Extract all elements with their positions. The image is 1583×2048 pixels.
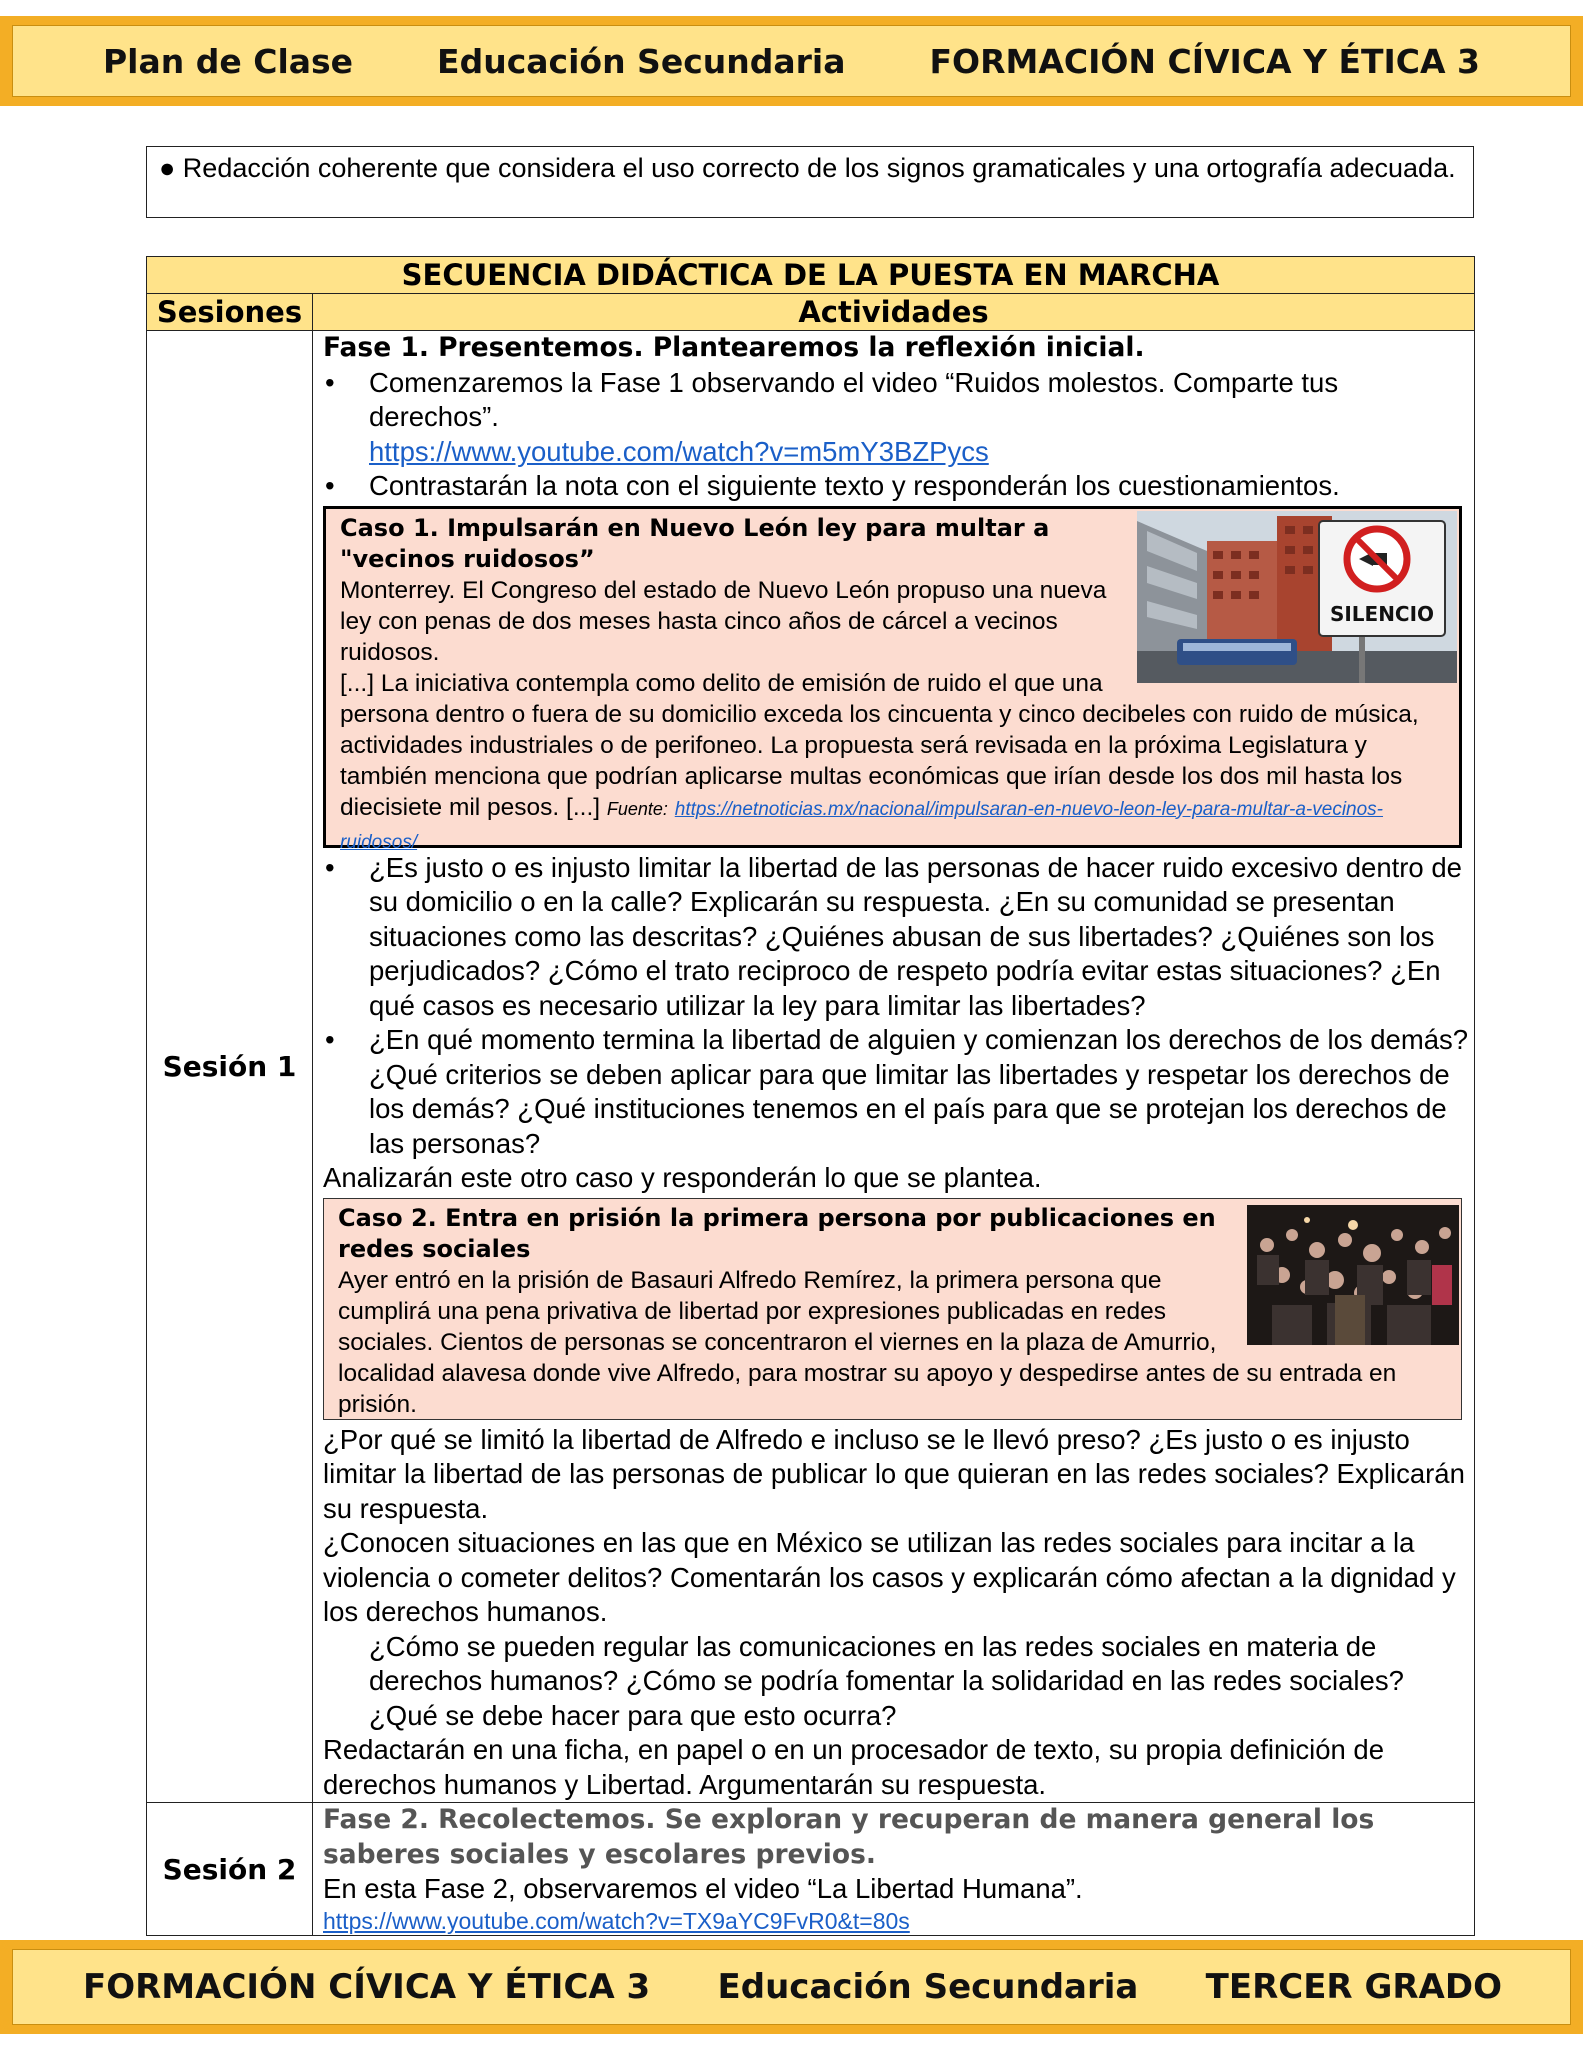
question-paragraph-3: ¿Cómo se pueden regular las comunicaciones en las redes sociales en materia de derechos humanos? ¿Cómo se podría fomentar la solidaridad en las redes sociales? ¿Qué se debe hacer para que esto ocurra? [369,1630,1404,1731]
list-item: • ¿Es justo o es injusto limitar la libertad de las personas de hacer ruido excesivo dentro de su domicilio o en la calle? Explicarán su respuesta. ¿En su comunidad se presentan situaciones como las descritas? ¿Quiénes abusan de sus libertades? ¿Quiénes son los perjudicados? ¿Cómo el trato reciproco de respeto podría evitar estas situaciones? ¿En qué casos es necesario utilizar la ley para limitar las libertades? [323,851,1474,1024]
case-1-box [323,506,1462,853]
silence-sign-text: SILENCIO [1329,601,1435,626]
footer-subject: FORMACIÓN CÍVICA Y ÉTICA 3 [83,1967,651,2007]
case-1-title: Caso 1. Impulsarán en Nuevo León ley para multar a "vecinos ruidosos” [340,513,1050,573]
column-header-sessions: Sesiones [147,294,313,331]
question-paragraph-1: ¿Por qué se limitó la libertad de Alfredo e incluso se le llevó preso? ¿Es justo o es injusto limitar la libertad de las personas de publicar lo que quieran en las redes sociales? Explicarán su respuesta. [323,1423,1465,1524]
table-title: SECUENCIA DIDÁCTICA DE LA PUESTA EN MARCHA [147,257,1475,294]
case-1-intro: Monterrey. El Congreso del estado de Nuevo León propuso una nueva ley con penas de dos meses hasta cinco años de cárcel a vecinos ruidosos. [340,576,1107,666]
reflection-questions-list [323,851,1474,1162]
phase-2-text: En esta Fase 2, observaremos el video “La Libertad Humana”. [323,1873,1083,1904]
case-1-source-link[interactable]: https://netnoticias.mx/nacional/impulsaran-en-nuevo-leon-ley-para-multar-a-vecinos-ruidosos/ [340,798,1384,853]
session-2-label: Sesión 2 [147,1803,313,1936]
question-paragraph-2: ¿Conocen situaciones en las que en México se utilizan las redes sociales para incitar a la violencia o cometer delitos? Comentarán los casos y explicarán cómo afectan a la dignidad y los derechos humanos. [323,1527,1456,1627]
page-header-inner [12,25,1571,97]
list-item [323,366,1474,470]
table-row [147,331,1475,1803]
list-item: • Contrastarán la nota con el siguiente texto y responderán los cuestionamientos. [323,469,1474,504]
writing-task: Redactarán en una ficha, en papel o en un procesador de texto, su propia definición de derechos humanos y Libertad. Argumentarán su respuesta. [323,1734,1385,1800]
bullet-video-text: Comenzaremos la Fase 1 observando el video “Ruidos molestos. Comparte tus derechos”. [369,366,1339,432]
page-footer [0,1940,1583,2034]
column-header-activities: Actividades [313,294,1475,331]
table-row [147,1803,1475,1936]
crowd-photo [1247,1205,1459,1345]
header-level: Educación Secundaria [437,41,846,81]
didactic-sequence-table [146,256,1475,1936]
page-header [0,16,1583,106]
case-1-detail-text: [...] La iniciativa contempla como delito de emisión de ruido el que una persona dentro o fuera de su domicilio exceda los cincuenta y cinco decibeles con ruido de música, actividades industriales o de perifoneo. La propuesta será revisada en la próxima Legislatura y también menciona que podrían aplicarse multas económicas que irían desde los dos mil hasta los diecisiete mil pesos. [...] [340,669,1419,821]
case-2-box [323,1198,1462,1420]
phase-1-list [323,366,1474,504]
session-1-activities [313,331,1475,1803]
footer-grade: TERCER GRADO [1205,1967,1502,2007]
session-2-activities [313,1803,1475,1936]
header-subject: FORMACIÓN CÍVICA Y ÉTICA 3 [929,41,1480,81]
phase-1-title: Fase 1. Presentemos. Plantearemos la reflexión inicial. [323,332,1145,363]
criteria-note: ● Redacción coherente que considera el uso correcto de los signos gramaticales y una ortografía adecuada. [146,146,1474,218]
city-street-image [1137,511,1457,683]
case-1-source-label: Fuente: [606,798,668,819]
session-1-label: Sesión 1 [147,331,313,1803]
noise-sign-photo [1137,511,1457,683]
phase-2-title: Fase 2. Recolectemos. Se exploran y recuperan de manera general los saberes sociales y escolares previos. [323,1804,1375,1870]
video-link-1[interactable]: https://www.youtube.com/watch?v=m5mY3BZPycs [369,435,989,467]
video-link-2[interactable]: https://www.youtube.com/watch?v=TX9aYC9FvR0&t=80s [323,1907,910,1934]
list-item: • ¿En qué momento termina la libertad de alguien y comienzan los derechos de los demás? ¿Qué criterios se deben aplicar para que limitar las libertades y respetar los derechos de los demás? ¿Qué instituciones tenemos en el país para que se protejan los derechos de las personas? [323,1023,1474,1161]
page-footer-inner [12,1949,1571,2025]
analysis-instruction: Analizarán este otro caso y responderán lo que se plantea. [323,1162,1042,1193]
case-1-detail [340,668,1449,858]
case-2-body: Ayer entró en la prisión de Basauri Alfredo Remírez, la primera persona que cumplirá una pena privativa de libertad por expresiones publicadas en redes sociales. Cientos de personas se concentraron el viernes en la plaza de Amurrio, localidad alavesa donde vive Alfredo, para mostrar su apoyo y despedirse antes de su entrada en prisión. [338,1266,1397,1418]
footer-level: Educación Secundaria [717,1967,1139,2007]
crowd-image [1247,1205,1459,1345]
header-plan-title: Plan de Clase [103,41,354,81]
case-2-title: Caso 2. Entra en prisión la primera persona por publicaciones en redes sociales [338,1203,1216,1263]
